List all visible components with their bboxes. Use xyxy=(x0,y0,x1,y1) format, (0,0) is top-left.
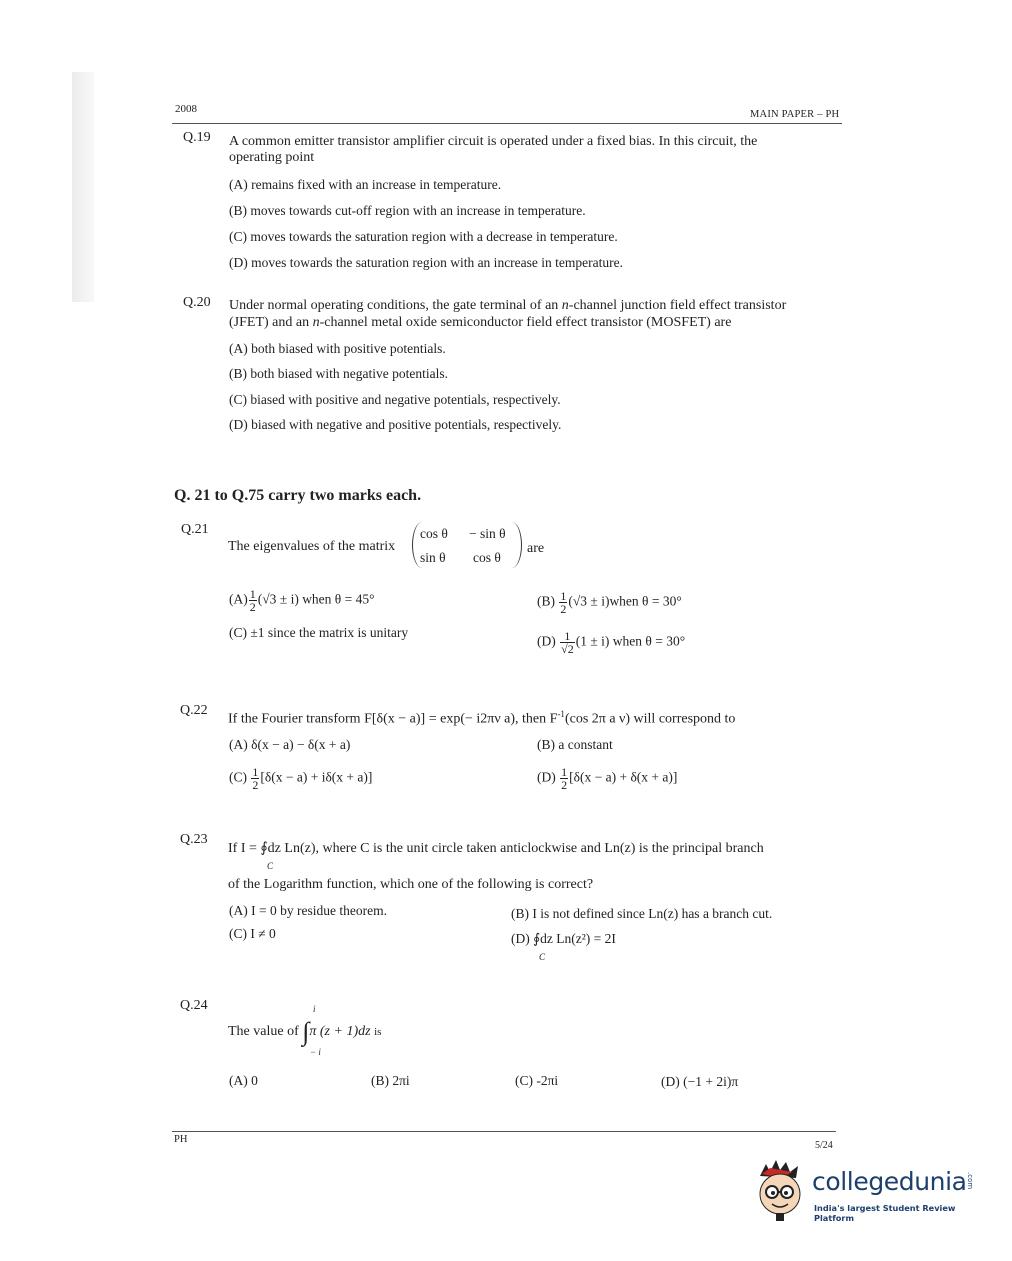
matrix-a12: − sin θ xyxy=(469,526,506,541)
q19-option-a: (A) remains fixed with an increase in temperature. xyxy=(229,177,502,192)
header-paper: MAIN PAPER – PH xyxy=(750,109,840,120)
q20-option-c: (C) biased with positive and negative potentials, respectively. xyxy=(229,392,561,407)
q24-stem: The value of ∫π (z + 1)dz is xyxy=(228,1017,382,1046)
q24-lower-limit: − i xyxy=(310,1047,321,1057)
q24-number: Q.24 xyxy=(180,998,208,1013)
q22-stem: If the Fourier transform F[δ(x − a)] = exp(− i2πν a), then $F^{-1}(\cos$ 2π a ν) will correspond to xyxy=(228,709,736,727)
q24-option-a: (A) 0 xyxy=(229,1073,258,1088)
q21-after: are xyxy=(527,541,545,556)
q21-option-d: (D) $\frac{1}{√2}$ (1 ± i) when θ = 30° xyxy=(537,629,686,656)
q23-option-a: (A) I = 0 by residue theorem. xyxy=(229,903,387,918)
logo-wordmark: collegedunia xyxy=(812,1167,967,1196)
q23-stem-line1: If I = ∮dz Ln(z), where C is the unit circle taken anticlockwise and Ln(z) is the principal branch xyxy=(228,841,764,856)
mascot-icon xyxy=(752,1158,808,1224)
footer-left: PH xyxy=(174,1134,188,1145)
q22-option-c: (C) $\frac{1}{2}$ [δ(x − a) + iδ(x + a)] xyxy=(229,765,373,792)
q23-stem-line2: of the Logarithm function, which one of the following is correct? xyxy=(228,877,594,892)
footer-page: 5/24 xyxy=(815,1140,833,1151)
q22-number: Q.22 xyxy=(180,703,208,718)
q23-option-d: (D) ∮dz Ln(z²) = 2I xyxy=(511,931,616,946)
q21-stem: The eigenvalues of the matrix xyxy=(228,539,396,554)
q20-stem-line1: Under normal operating conditions, the gate terminal of an n-channel junction field effect transistor xyxy=(229,298,787,313)
q19-option-b: (B) moves towards cut-off region with an increase in temperature. xyxy=(229,203,586,218)
q22-option-b: (B) a constant xyxy=(537,737,613,752)
logo-suffix: .com xyxy=(966,1172,974,1190)
collegedunia-logo xyxy=(752,1158,992,1228)
q19-stem-line1: A common emitter transistor amplifier circuit is operated under a fixed bias. In this circuit, the xyxy=(229,134,758,149)
q24-option-d: (D) (−1 + 2i)π xyxy=(661,1074,739,1089)
matrix-a11: cos θ xyxy=(420,526,448,541)
q23-option-d-sub: C xyxy=(539,952,546,962)
q20-option-b: (B) both biased with negative potentials. xyxy=(229,366,448,381)
q21-option-a: (A) $\frac{1}{2}$ (√3 ± i) when θ = 45° xyxy=(229,587,375,614)
q23-number: Q.23 xyxy=(180,832,208,847)
q23-option-c: (C) I ≠ 0 xyxy=(229,926,276,941)
logo-tagline: India's largest Student Review Platform xyxy=(814,1203,956,1223)
q20-option-a: (A) both biased with positive potentials. xyxy=(229,341,446,356)
scan-shadow xyxy=(72,72,94,302)
matrix-a21: sin θ xyxy=(420,550,446,565)
q24-upper-limit: i xyxy=(313,1004,316,1014)
q22-option-a: (A) δ(x − a) − δ(x + a) xyxy=(229,737,351,752)
q19-option-d: (D) moves towards the saturation region with an increase in temperature. xyxy=(229,255,623,270)
q23-contour-sub: C xyxy=(267,861,274,871)
header-rule xyxy=(172,123,842,124)
q21-option-c: (C) ±1 since the matrix is unitary xyxy=(229,625,409,640)
q20-stem-line2: (JFET) and an n-channel metal oxide semiconductor field effect transistor (MOSFET) are xyxy=(229,315,732,330)
q23-option-b: (B) I is not defined since Ln(z) has a branch cut. xyxy=(511,906,773,921)
q24-option-b: (B) 2πi xyxy=(371,1073,410,1088)
q24-option-c: (C) -2πi xyxy=(515,1073,559,1088)
footer-rule xyxy=(172,1131,836,1132)
q22-option-d: (D) $\frac{1}{2}$ [δ(x − a) + δ(x + a)] xyxy=(537,765,678,792)
q21-option-b: (B) $\frac{1}{2}$ (√3 ± i)when θ = 30° xyxy=(537,589,682,616)
q20-number: Q.20 xyxy=(183,295,211,310)
q21-number: Q.21 xyxy=(181,522,209,537)
q19-number: Q.19 xyxy=(183,130,211,145)
q19-option-c: (C) moves towards the saturation region with a decrease in temperature. xyxy=(229,229,618,244)
q21-matrix xyxy=(412,522,522,570)
q20-option-d: (D) biased with negative and positive potentials, respectively. xyxy=(229,417,562,432)
q19-stem-line2: operating point xyxy=(229,150,315,165)
header-year: 2008 xyxy=(175,103,197,115)
matrix-a22: cos θ xyxy=(473,550,501,565)
section-title: Q. 21 to Q.75 carry two marks each. xyxy=(174,487,422,504)
